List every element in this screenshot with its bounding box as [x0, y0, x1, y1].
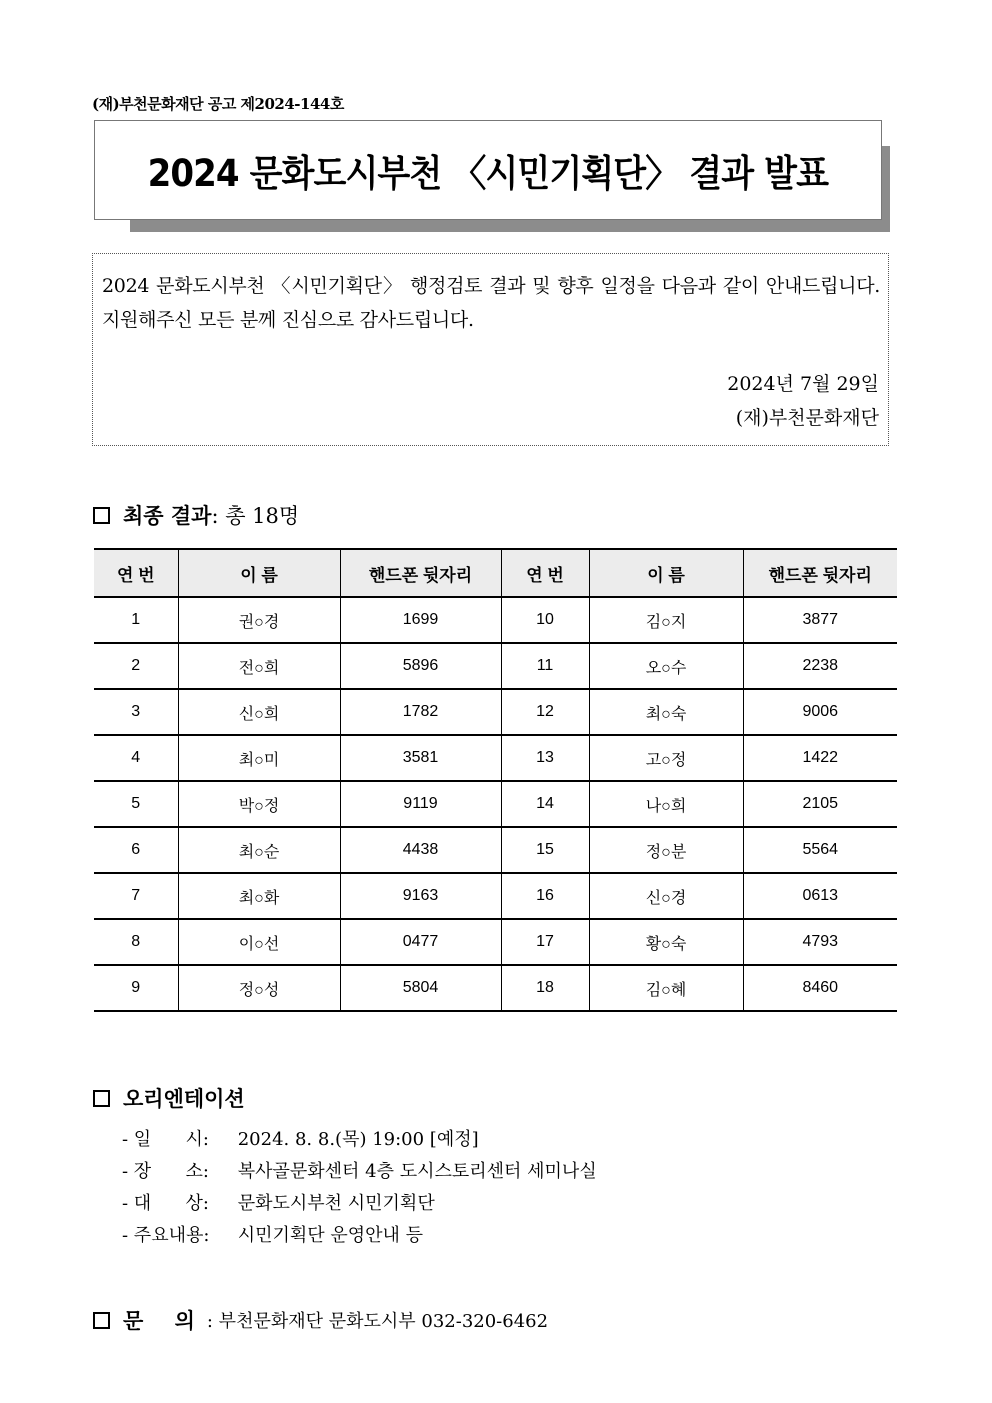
cell-number: 6 — [94, 827, 178, 873]
cell-number: 4 — [94, 735, 178, 781]
cell-number: 5 — [94, 781, 178, 827]
col-header-name: 이 름 — [178, 549, 340, 597]
cell-phone: 9163 — [340, 873, 501, 919]
results-heading-label: 최종 결과 — [123, 503, 212, 528]
cell-name: 김○지 — [589, 597, 743, 643]
table-row — [94, 919, 897, 965]
cell-name: 박○정 — [178, 781, 340, 827]
cell-name: 황○숙 — [589, 919, 743, 965]
table-row — [94, 965, 897, 1011]
cell-phone: 5804 — [340, 965, 501, 1011]
cell-phone: 5564 — [743, 827, 897, 873]
cell-phone: 1699 — [340, 597, 501, 643]
cell-phone: 4793 — [743, 919, 897, 965]
orientation-list — [122, 1124, 597, 1252]
cell-number: 10 — [501, 597, 589, 643]
title-box — [94, 120, 882, 220]
cell-number: 2 — [94, 643, 178, 689]
cell-number: 18 — [501, 965, 589, 1011]
inquiry-label: 문 의 — [123, 1308, 207, 1333]
cell-name: 고○정 — [589, 735, 743, 781]
table-row — [94, 827, 897, 873]
cell-phone: 1782 — [340, 689, 501, 735]
cell-phone: 3877 — [743, 597, 897, 643]
col-header-name: 이 름 — [589, 549, 743, 597]
table-row — [94, 781, 897, 827]
cell-name: 나○희 — [589, 781, 743, 827]
cell-number: 7 — [94, 873, 178, 919]
cell-name: 최○미 — [178, 735, 340, 781]
cell-name: 권○경 — [178, 597, 340, 643]
intro-signature — [727, 367, 879, 435]
checkbox-icon — [93, 507, 110, 524]
intro-box — [92, 253, 889, 446]
intro-text: 2024 문화도시부천 〈시민기획단〉 행정검토 결과 및 향후 일정을 다음과 같이 안내드립니다. 지원해주신 모든 분께 진심으로 감사드립니다. — [102, 275, 880, 331]
list-item — [122, 1188, 597, 1220]
table-row — [94, 643, 897, 689]
col-header-number: 연 번 — [501, 549, 589, 597]
cell-number: 14 — [501, 781, 589, 827]
item-label: - 일 시: — [122, 1129, 209, 1150]
cell-number: 13 — [501, 735, 589, 781]
item-label: - 주요내용: — [122, 1225, 210, 1246]
table-row — [94, 735, 897, 781]
table-row — [94, 689, 897, 735]
item-value: 시민기획단 운영안내 등 — [232, 1225, 424, 1246]
item-label: - 장 소: — [122, 1161, 209, 1182]
cell-name: 정○성 — [178, 965, 340, 1011]
list-item — [122, 1220, 597, 1252]
results-heading — [93, 500, 299, 530]
cell-name: 최○숙 — [589, 689, 743, 735]
col-header-phone: 핸드폰 뒷자리 — [340, 549, 501, 597]
checkbox-icon — [93, 1312, 110, 1329]
cell-number: 1 — [94, 597, 178, 643]
page-title: 2024 문화도시부천 〈시민기획단〉 결과 발표 — [147, 152, 829, 195]
list-item — [122, 1156, 597, 1188]
cell-number: 8 — [94, 919, 178, 965]
cell-phone: 8460 — [743, 965, 897, 1011]
item-value: 복사골문화센터 4층 도시스토리센터 세미나실 — [232, 1161, 597, 1182]
cell-phone: 4438 — [340, 827, 501, 873]
cell-name: 신○경 — [589, 873, 743, 919]
cell-phone: 2238 — [743, 643, 897, 689]
cell-name: 최○화 — [178, 873, 340, 919]
cell-number: 3 — [94, 689, 178, 735]
col-header-phone: 핸드폰 뒷자리 — [743, 549, 897, 597]
item-label: - 대 상: — [122, 1193, 209, 1214]
intro-organization: (재)부천문화재단 — [735, 407, 879, 429]
cell-phone: 5896 — [340, 643, 501, 689]
item-value: 2024. 8. 8.(목) 19:00 [예정] — [232, 1129, 479, 1150]
cell-name: 이○선 — [178, 919, 340, 965]
cell-name: 오○수 — [589, 643, 743, 689]
item-value: 문화도시부천 시민기획단 — [232, 1193, 435, 1214]
cell-phone: 9006 — [743, 689, 897, 735]
table-row — [94, 873, 897, 919]
cell-number: 15 — [501, 827, 589, 873]
list-item — [122, 1124, 597, 1156]
cell-number: 9 — [94, 965, 178, 1011]
table-row — [94, 597, 897, 643]
cell-number: 11 — [501, 643, 589, 689]
cell-phone: 1422 — [743, 735, 897, 781]
cell-number: 16 — [501, 873, 589, 919]
notice-number: (재)부천문화재단 공고 제2024-144호 — [92, 95, 344, 113]
cell-phone: 2105 — [743, 781, 897, 827]
cell-name: 신○희 — [178, 689, 340, 735]
orientation-heading — [93, 1083, 245, 1113]
cell-name: 최○순 — [178, 827, 340, 873]
table-header-row — [94, 549, 897, 597]
cell-phone: 9119 — [340, 781, 501, 827]
results-heading-count: : 총 18명 — [211, 504, 300, 528]
results-table — [94, 548, 897, 1012]
col-header-number: 연 번 — [94, 549, 178, 597]
cell-name: 김○혜 — [589, 965, 743, 1011]
cell-phone: 3581 — [340, 735, 501, 781]
cell-name: 전○희 — [178, 643, 340, 689]
cell-phone: 0613 — [743, 873, 897, 919]
intro-date: 2024년 7월 29일 — [727, 373, 879, 395]
cell-phone: 0477 — [340, 919, 501, 965]
checkbox-icon — [93, 1090, 110, 1107]
cell-number: 12 — [501, 689, 589, 735]
orientation-heading-label: 오리엔테이션 — [123, 1086, 245, 1111]
inquiry-contact: : 부천문화재단 문화도시부 032-320-6462 — [206, 1311, 549, 1332]
cell-name: 정○분 — [589, 827, 743, 873]
cell-number: 17 — [501, 919, 589, 965]
inquiry-section — [93, 1305, 548, 1335]
